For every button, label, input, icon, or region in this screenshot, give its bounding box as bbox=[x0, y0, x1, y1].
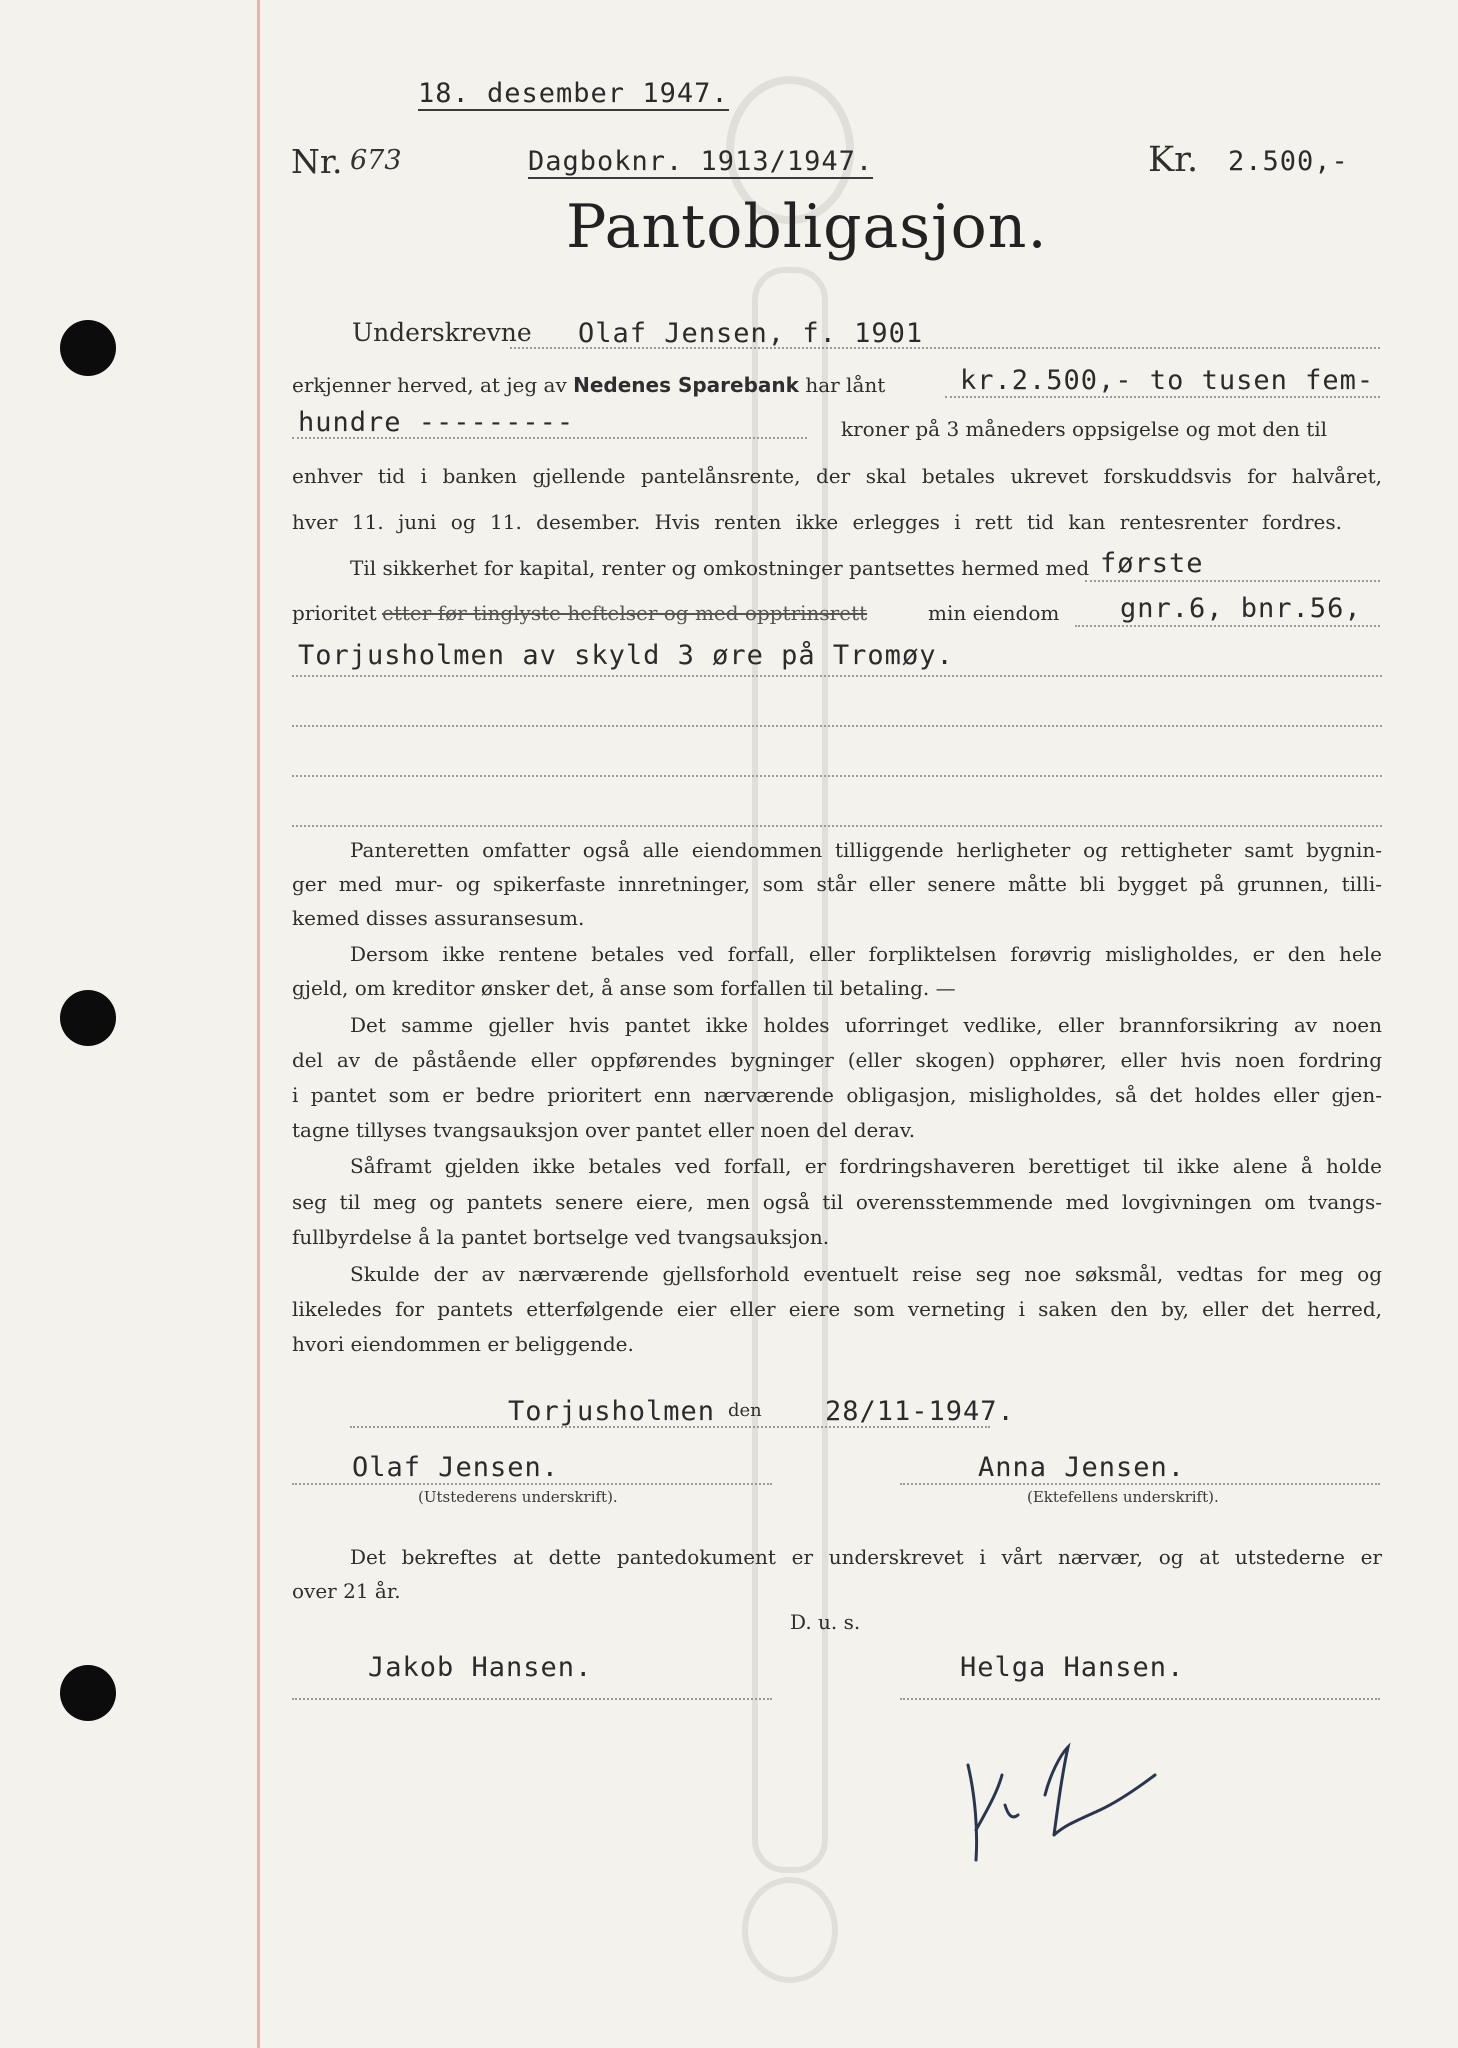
spouse-caption: (Ektefellens underskrift). bbox=[1027, 1488, 1219, 1506]
kr-value: 2.500,- bbox=[1228, 146, 1349, 177]
amount-line-1: kr.2.500,- to tusen fem- bbox=[960, 365, 1375, 396]
binder-hole-icon bbox=[60, 1665, 116, 1721]
undersigned-label: Underskrevne bbox=[352, 318, 532, 347]
issuer-caption: (Utstederens underskrift). bbox=[418, 1488, 618, 1506]
signature-line bbox=[292, 1698, 772, 1700]
binder-hole-icon bbox=[60, 320, 116, 376]
text-line: del av de påstående eller oppførendes bygninger (eller skogen) opphører, eller hvis noen fordring bbox=[292, 1048, 1382, 1072]
fill-line bbox=[510, 347, 1380, 349]
struck-text: etter før tinglyste heftelser og med opptrinsrett bbox=[382, 601, 868, 625]
binder-hole-icon bbox=[60, 990, 116, 1046]
property-reference: gnr.6, bnr.56, bbox=[1120, 593, 1362, 624]
prioritet-label: prioritet bbox=[292, 601, 377, 625]
witness-text-line: Det bekreftes at dette pantedokument er underskrevet i vårt nærvær, og at utstederne er bbox=[350, 1545, 1382, 1569]
handwritten-initials bbox=[950, 1735, 1170, 1865]
page-title: Pantobligasjon. bbox=[566, 192, 1048, 262]
text-line: kemed disses assuransesum. bbox=[292, 906, 585, 930]
kroner-text: kroner på 3 måneders oppsigelse og mot den til bbox=[841, 417, 1328, 441]
property-description: Torjusholmen av skyld 3 øre på Tromøy. bbox=[298, 640, 954, 671]
bank-name: Nedenes Sparebank bbox=[573, 373, 799, 397]
witness-1-name: Jakob Hansen. bbox=[368, 1652, 593, 1683]
amount-line-2: hundre --------- bbox=[298, 407, 575, 438]
spouse-name: Anna Jensen. bbox=[978, 1452, 1186, 1483]
den-label: den bbox=[728, 1400, 762, 1421]
signature-line bbox=[900, 1698, 1380, 1700]
text-line: ger med mur- og spikerfaste innretninger, som står eller senere måtte bli bygget på grunnen, tilli- bbox=[292, 872, 1382, 896]
text-line: gjeld, om kreditor ønsker det, å anse som forfallen til betaling. — bbox=[292, 976, 956, 1000]
min-eiendom: min eiendom bbox=[928, 601, 1060, 625]
dus-label: D. u. s. bbox=[790, 1610, 861, 1634]
fill-line bbox=[1085, 580, 1380, 582]
fill-line bbox=[292, 437, 807, 439]
security-value: første bbox=[1100, 548, 1204, 579]
signature-line bbox=[292, 1483, 772, 1485]
fill-line bbox=[292, 775, 1382, 777]
witness-2-name: Helga Hansen. bbox=[960, 1652, 1185, 1683]
signature-line bbox=[900, 1483, 1380, 1485]
fill-line bbox=[292, 825, 1382, 827]
text-line: Dersom ikke rentene betales ved forfall, eller forpliktelsen forøvrig misligholdes, er den hele bbox=[350, 942, 1382, 966]
acknowledge-text bbox=[292, 373, 885, 397]
nr-label: Nr. bbox=[291, 142, 343, 181]
fill-line bbox=[1075, 625, 1380, 627]
text-line: enhver tid i banken gjellende pantelånsrente, der skal betales ukrevet forskuddsvis for halvåret, bbox=[292, 464, 1382, 488]
fill-line bbox=[292, 675, 1382, 677]
text-line: Panteretten omfatter også alle eiendommen tilliggende herligheter og rettigheter samt bygnin- bbox=[350, 838, 1382, 862]
dagbok-number: Dagboknr. 1913/1947. bbox=[528, 146, 874, 177]
text-line: i pantet som er bedre prioritert enn nærværende obligasjon, misligholdes, så det holdes eller gjen- bbox=[292, 1083, 1382, 1107]
text-line: likeledes for pantets etterfølgende eier eller eiere som verneting i saken den by, eller det herred, bbox=[292, 1297, 1382, 1321]
witness-text-line: over 21 år. bbox=[292, 1579, 401, 1603]
nr-value: 673 bbox=[350, 145, 402, 176]
text-line: Det samme gjeller hvis pantet ikke holdes uforringet vedlike, eller brannforsikring av noen bbox=[350, 1013, 1382, 1037]
text-line: tagne tillyses tvangsauksjon over pantet eller noen del derav. bbox=[292, 1118, 916, 1142]
signing-place: Torjusholmen bbox=[508, 1396, 716, 1427]
fill-line bbox=[350, 1426, 990, 1428]
signing-date: 28/11-1947. bbox=[825, 1396, 1015, 1427]
text-line: seg til meg og pantets senere eiere, men også til overensstemmende med lovgivningen om tvangs- bbox=[292, 1190, 1382, 1214]
issuer-name: Olaf Jensen. bbox=[352, 1452, 560, 1483]
document-date: 18. desember 1947. bbox=[418, 78, 729, 109]
text-line: fullbyrdelse å la pantet bortselge ved tvangsauksjon. bbox=[292, 1225, 830, 1249]
text-line: hver 11. juni og 11. desember. Hvis renten ikke erlegges i rett tid kan rentesrenter fordres. bbox=[292, 510, 1342, 534]
text-line: Såframt gjelden ikke betales ved forfall, er fordringshaveren berettiget til ikke alene å holde bbox=[350, 1154, 1382, 1178]
fill-line bbox=[292, 725, 1382, 727]
text-line: Skulde der av nærværende gjellsforhold eventuelt reise seg noe søksmål, vedtas for meg og bbox=[350, 1262, 1382, 1286]
security-prefix: Til sikkerhet for kapital, renter og omkostninger pantsettes hermed med bbox=[350, 556, 1090, 580]
text-line: hvori eiendommen er beliggende. bbox=[292, 1332, 634, 1356]
red-margin-line bbox=[257, 0, 260, 2048]
har-laant: har lånt bbox=[805, 373, 886, 397]
kr-label: Kr. bbox=[1148, 140, 1199, 180]
fill-line bbox=[945, 396, 1380, 398]
undersigned-value: Olaf Jensen, f. 1901 bbox=[578, 318, 924, 349]
acknowledge-prefix: erkjenner herved, at jeg av bbox=[292, 373, 567, 397]
